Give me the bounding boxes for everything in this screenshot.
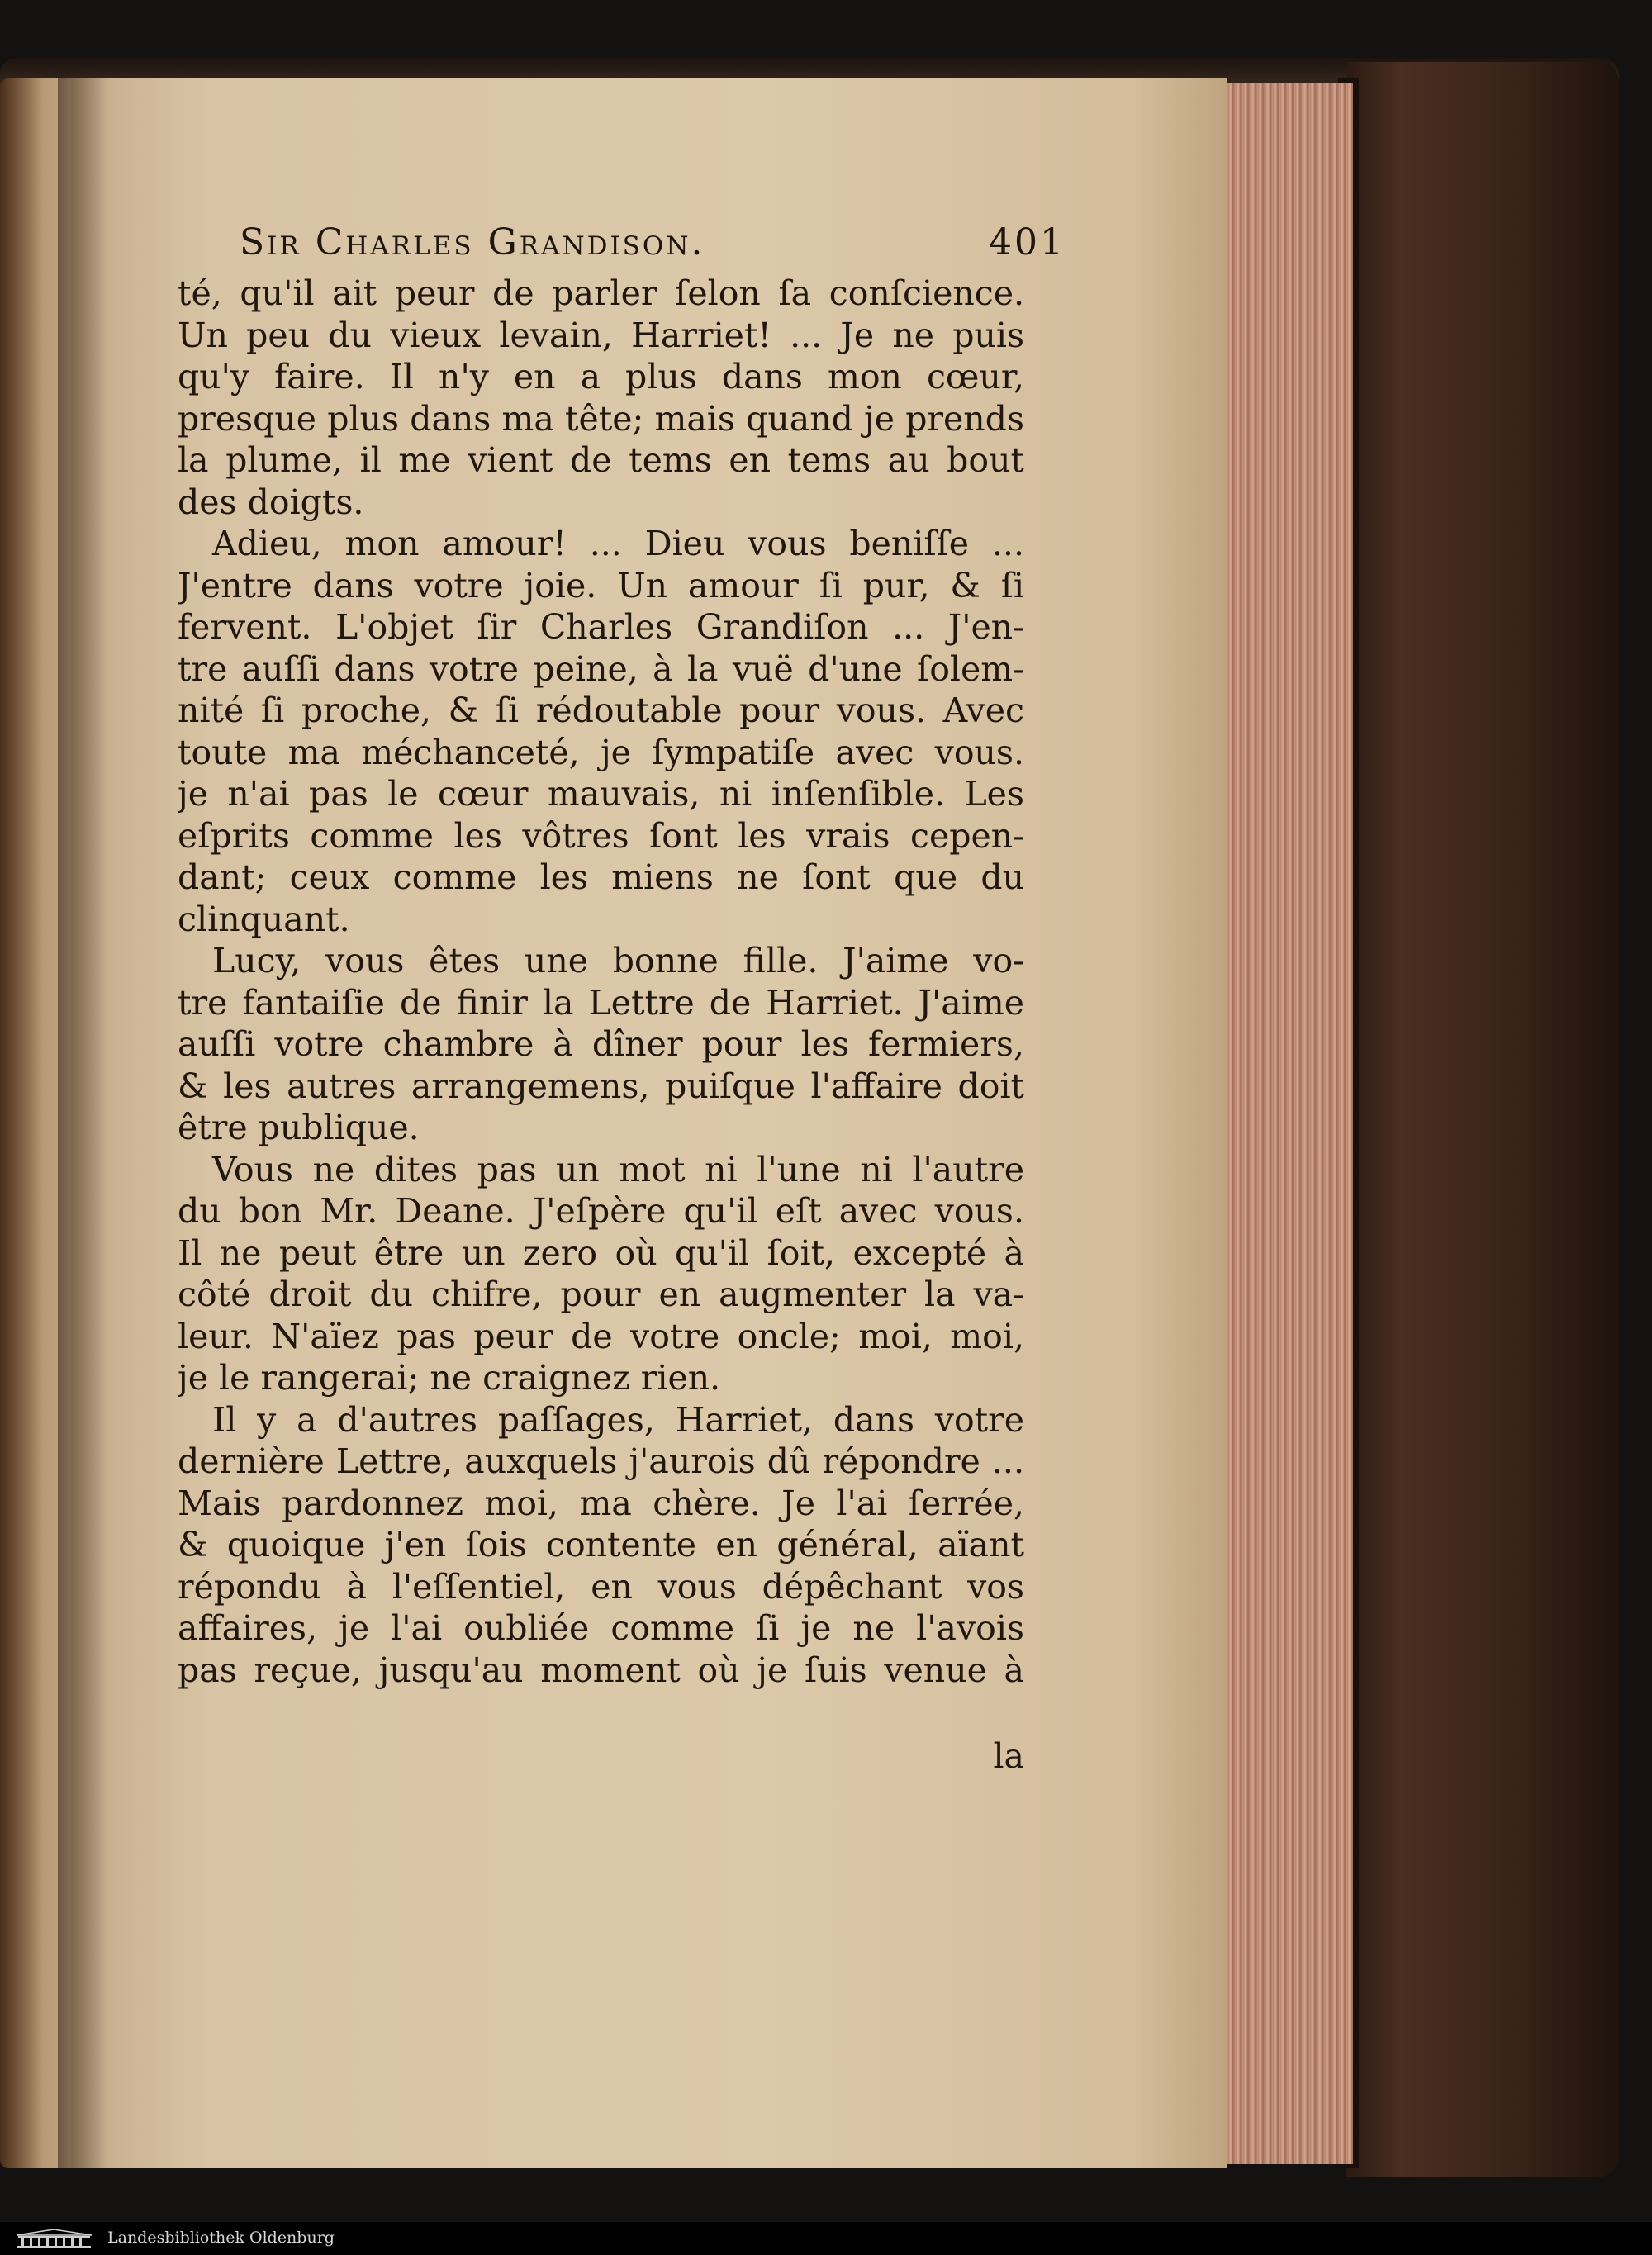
text-line: & quoique j'en ſois contente en général, aïant [178, 1525, 1024, 1564]
text-line: qu'y faire. Il n'y en a plus dans mon cœur, [178, 357, 1024, 396]
book-back-cover [1346, 62, 1619, 2177]
library-label: Landesbibliothek Oldenburg [107, 2229, 335, 2247]
text-line: eſprits comme les vôtres ſont les vrais cepen- [178, 815, 1024, 856]
text-line: des doigts. [178, 482, 364, 522]
text-line: la plume, il me vient de tems en tems au bout [178, 440, 1024, 480]
text-line: côté droit du chifre, pour en augmenter la va- [178, 1275, 1024, 1314]
text-line: répondu à l'eſſentiel, en vous dépêchant vos [178, 1566, 1024, 1607]
text-line: Vous ne dites pas un mot ni l'une ni l'autre [212, 1149, 1024, 1189]
text-line: être publique. [178, 1108, 420, 1147]
spine-shadow [58, 78, 107, 2168]
text-line: tre fantaiſie de finir la Lettre de Harriet. J'aime [178, 982, 1024, 1023]
text-line: fervent. L'objet ſir Charles Grandiſon ... J'en- [178, 607, 1024, 647]
text-line: tre auſſi dans votre peine, à la vuë d'une ſolem- [178, 648, 1024, 689]
text-line: Il y a d'autres paſſages, Harriet, dans votre [212, 1399, 1024, 1440]
text-line: té, qu'il ait peur de parler ſelon ſa conſcience. [178, 273, 1024, 313]
text-line: auſſi votre chambre à dîner pour les fermiers, [178, 1024, 1024, 1064]
library-building-icon [15, 2229, 93, 2248]
text-line: Mais pardonnez moi, ma chère. Je l'ai ſerrée, [178, 1483, 1024, 1523]
footer-bar [0, 2222, 1652, 2255]
running-header [240, 221, 1066, 271]
text-line: je n'ai pas le cœur mauvais, ni inſenſible. Les [178, 774, 1024, 814]
text-line: presque plus dans ma tête; mais quand je prends [178, 398, 1024, 439]
page-edges [1221, 83, 1353, 2164]
text-line: je le rangerai; ne craignez rien. [178, 1358, 721, 1398]
text-line: Adieu, mon amour! ... Dieu vous beniſſe ... [212, 524, 1024, 563]
text-line: & les autres arrangemens, puiſque l'affaire doit [178, 1066, 1024, 1106]
text-line: nité ſi proche, & ſi rédoutable pour vous. Avec [178, 691, 1024, 730]
body-text [178, 273, 1024, 1691]
text-line: du bon Mr. Deane. J'eſpère qu'il eſt avec vous. [178, 1191, 1024, 1231]
catchword: la [993, 1736, 1024, 1776]
text-line: affaires, je l'ai oubliée comme ſi je ne l'avois [178, 1608, 1024, 1648]
running-title: Sir Charles Grandison. [240, 221, 705, 263]
page-number: 401 [989, 221, 1066, 263]
text-line: leur. N'aïez pas peur de votre oncle; moi, moi, [178, 1316, 1024, 1356]
text-line: J'entre dans votre joie. Un amour ſi pur, & ſi [178, 565, 1024, 605]
text-line: dant; ceux comme les miens ne ſont que du [178, 857, 1024, 897]
text-line: toute ma méchanceté, je ſympatiſe avec vous. [178, 732, 1024, 772]
text-line: Un peu du vieux levain, Harriet! ... Je ne puis [178, 315, 1024, 355]
text-line: Lucy, vous êtes une bonne fille. J'aime vo- [212, 941, 1024, 980]
text-line: Il ne peut être un zero où qu'il ſoit, excepté à [178, 1232, 1024, 1273]
text-line: pas reçue, jusqu'au moment où je ſuis venue à [178, 1650, 1024, 1690]
text-line: clinquant. [178, 899, 350, 939]
text-line: dernière Lettre, auxquels j'aurois dû répondre ... [178, 1441, 1024, 1481]
